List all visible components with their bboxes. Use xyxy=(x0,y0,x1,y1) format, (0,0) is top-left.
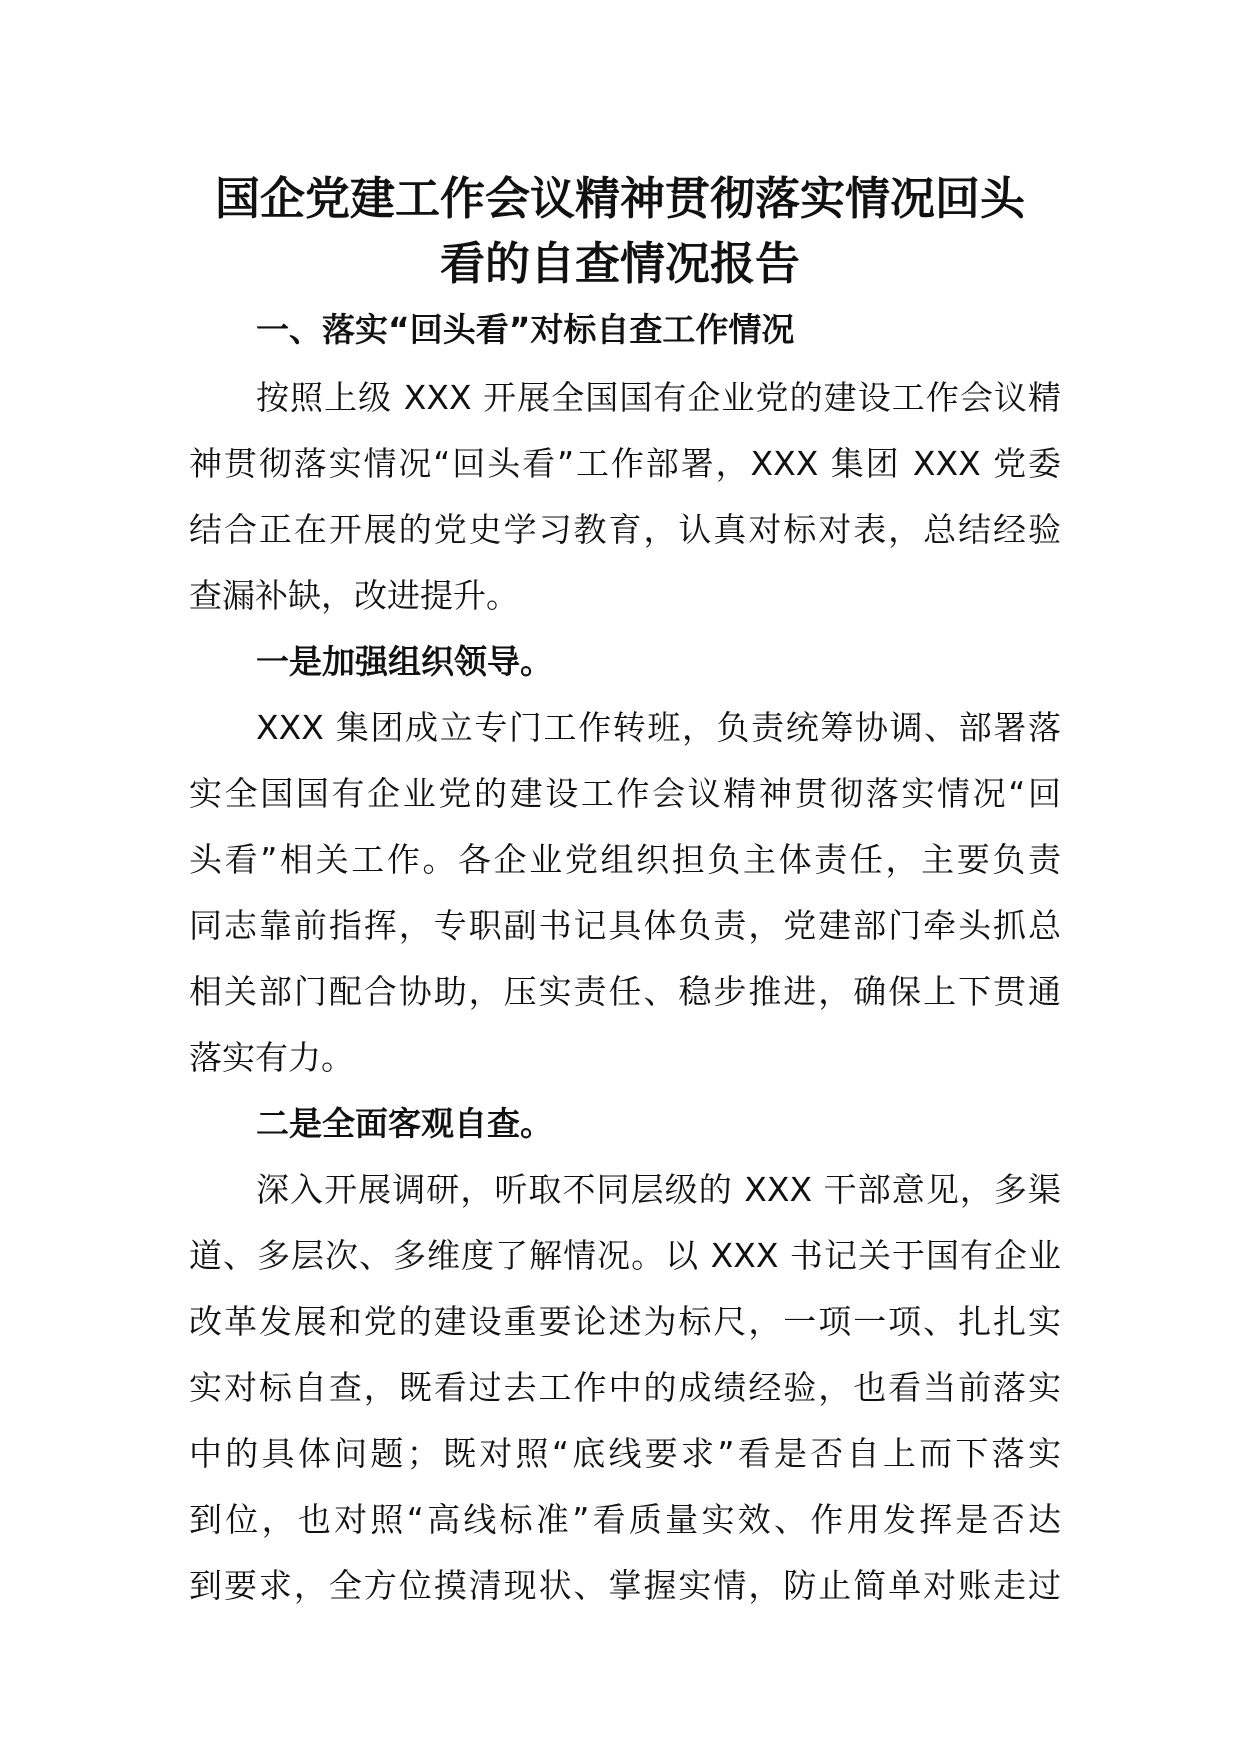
document-title-line-2: 看的自查情况报告 xyxy=(439,237,800,290)
document-title-line-1: 国企党建工作会议精神贯彻落实情况回头 xyxy=(214,172,1025,225)
paragraph-line: XXX 集团成立专门工作转班，负责统筹协调、部署落 xyxy=(256,708,1061,747)
paragraph-line: 神贯彻落实情况“回头看”工作部署，XXX 集团 XXX 党委 xyxy=(189,444,1061,483)
paragraph-line: 实对标自查，既看过去工作中的成绩经验，也看当前落实 xyxy=(189,1368,1061,1407)
paragraph-line: 改革发展和党的建设重要论述为标尺，一项一项、扎扎实 xyxy=(189,1302,1061,1341)
paragraph-line: 头看”相关工作。各企业党组织担负主体责任，主要负责 xyxy=(189,840,1061,879)
paragraph-line: 同志靠前指挥，专职副书记具体负责，党建部门牵头抓总 xyxy=(189,906,1061,945)
paragraph-line: 实全国国有企业党的建设工作会议精神贯彻落实情况“回 xyxy=(189,774,1061,813)
subheading-2: 二是全面客观自查。 xyxy=(256,1104,553,1143)
paragraph-line: 深入开展调研，听取不同层级的 XXX 干部意见，多渠 xyxy=(256,1170,1061,1209)
paragraph-line: 相关部门配合协助，压实责任、稳步推进，确保上下贯通 xyxy=(189,972,1061,1011)
paragraph-line: 到位，也对照“高线标准”看质量实效、作用发挥是否达 xyxy=(189,1500,1061,1539)
paragraph-line: 落实有力。 xyxy=(189,1038,354,1077)
paragraph-line: 查漏补缺，改进提升。 xyxy=(189,576,519,615)
section-heading: 一、落实“回头看”对标自查工作情况 xyxy=(256,310,795,349)
paragraph-line: 按照上级 XXX 开展全国国有企业党的建设工作会议精 xyxy=(256,378,1061,417)
paragraph-line: 道、多层次、多维度了解情况。以 XXX 书记关于国有企业 xyxy=(189,1236,1061,1275)
paragraph-line: 中的具体问题；既对照“底线要求”看是否自上而下落实 xyxy=(189,1434,1061,1473)
subheading-1: 一是加强组织领导。 xyxy=(256,642,553,681)
paragraph-line: 到要求，全方位摸清现状、掌握实情，防止简单对账走过 xyxy=(189,1566,1061,1605)
paragraph-line: 结合正在开展的党史学习教育，认真对标对表，总结经验 xyxy=(189,510,1061,549)
